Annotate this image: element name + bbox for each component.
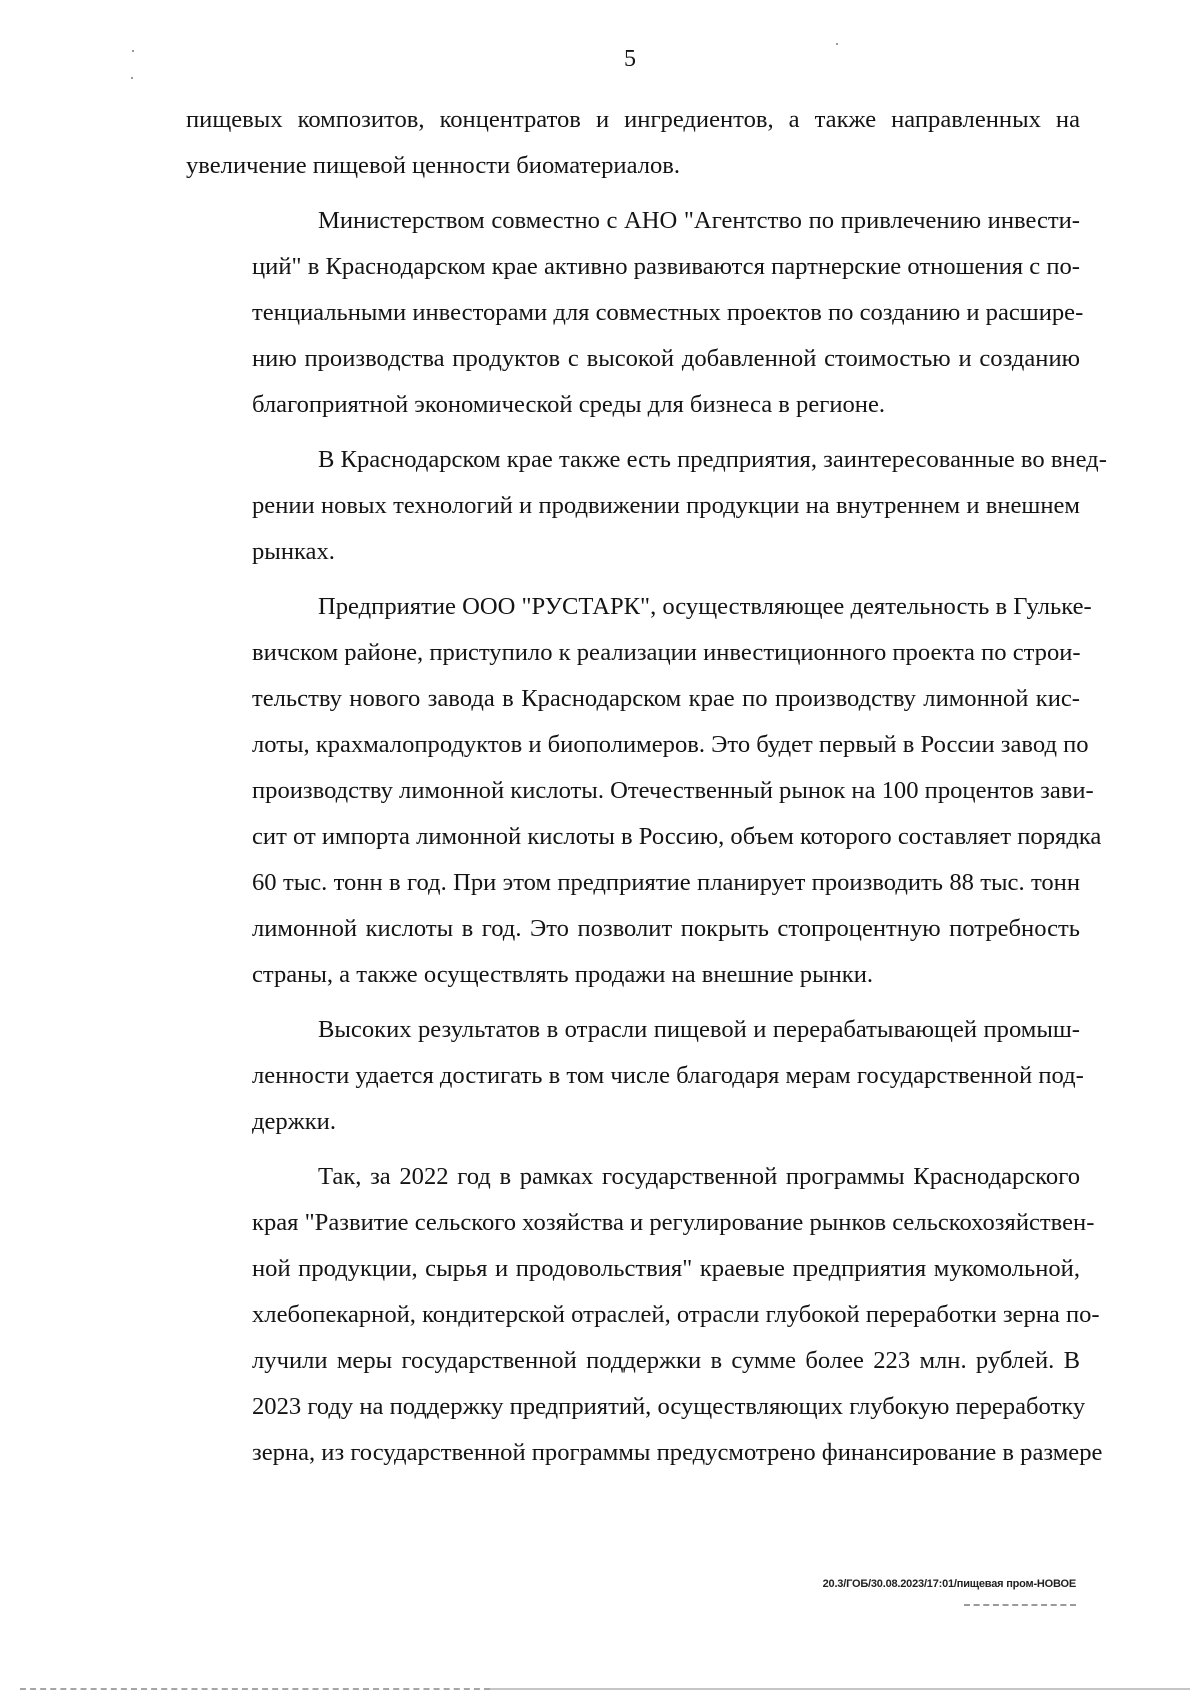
stamp-underline (964, 1604, 1076, 1606)
scan-edge-line (490, 1688, 1190, 1690)
text-line: пищевых композитов, концентратов и ингредиентов, а также направленных на (186, 106, 1080, 133)
scan-edge-dashes (20, 1688, 490, 1690)
page-number: 5 (624, 46, 636, 72)
text-line: увеличение пищевой ценности биоматериалов. (186, 152, 681, 179)
text-line: благоприятной экономической среды для бизнеса в регионе. (252, 391, 886, 418)
text-line: Высоких результатов в отрасли пищевой и перерабатывающей промыш- (318, 1016, 1080, 1043)
paragraph (186, 1007, 1084, 1145)
text-line: держки. (252, 1108, 336, 1135)
text-line: сит от импорта лимонной кислоты в Россию, объем которого составляет порядка (252, 823, 1102, 850)
text-line: ной продукции, сырья и продовольствия" краевые предприятия мукомольной, (252, 1255, 1080, 1282)
text-line: Министерством совместно с АНО "Агентство по привлечению инвести- (318, 207, 1080, 234)
text-line: рынках. (252, 538, 335, 565)
text-line: Так, за 2022 год в рамках государственной программы Краснодарского (318, 1163, 1080, 1190)
text-line: зерна, из государственной программы предусмотрено финансирование в размере (252, 1439, 1103, 1466)
paragraph (186, 198, 1084, 428)
paragraph (186, 437, 1107, 575)
text-line: 60 тыс. тонн в год. При этом предприятие планирует производить 88 тыс. тонн (252, 869, 1080, 896)
text-line: лоты, крахмалопродуктов и биополимеров. Это будет первый в России завод по (252, 731, 1089, 758)
paragraph (186, 1154, 1103, 1476)
text-line: Предприятие ООО "РУСТАРК", осуществляющее деятельность в Гульке- (318, 593, 1092, 620)
text-line: тельству нового завода в Краснодарском крае по производству лимонной кис- (252, 685, 1080, 712)
scan-speck (131, 77, 133, 79)
text-line: производству лимонной кислоты. Отечественный рынок на 100 процентов зави- (252, 777, 1094, 804)
text-line: тенциальными инвесторами для совместных проектов по созданию и расшире- (252, 299, 1084, 326)
scan-speck (132, 50, 134, 52)
text-line: рении новых технологий и продвижении продукции на внутреннем и внешнем (252, 492, 1080, 519)
text-line: ленности удается достигать в том числе благодаря мерам государственной под- (252, 1062, 1084, 1089)
text-line: страны, а также осуществлять продажи на внешние рынки. (252, 961, 874, 988)
text-line: лучили меры государственной поддержки в сумме более 223 млн. рублей. В (252, 1347, 1080, 1374)
text-line: края "Развитие сельского хозяйства и регулирование рынков сельскохозяйствен- (252, 1209, 1095, 1236)
document-body (186, 97, 1107, 1485)
text-line: вичском районе, приступило к реализации инвестиционного проекта по строи- (252, 639, 1081, 666)
paragraph (186, 584, 1102, 998)
text-line: лимонной кислоты в год. Это позволит покрыть стопроцентную потребность (252, 915, 1080, 942)
paragraph (186, 97, 1080, 189)
text-line: ций" в Краснодарском крае активно развиваются партнерские отношения с по- (252, 253, 1080, 280)
scan-speck (836, 43, 838, 45)
text-line: В Краснодарском крае также есть предприятия, заинтересованные во внед- (318, 446, 1107, 473)
text-line: нию производства продуктов с высокой добавленной стоимостью и созданию (252, 345, 1080, 372)
text-line: хлебопекарной, кондитерской отраслей, отрасли глубокой переработки зерна по- (252, 1301, 1100, 1328)
text-line: 2023 году на поддержку предприятий, осуществляющих глубокую переработку (252, 1393, 1086, 1420)
registration-stamp: 20.3/ГОБ/30.08.2023/17:01/пищевая пром-НОВОЕ (822, 1578, 1076, 1590)
